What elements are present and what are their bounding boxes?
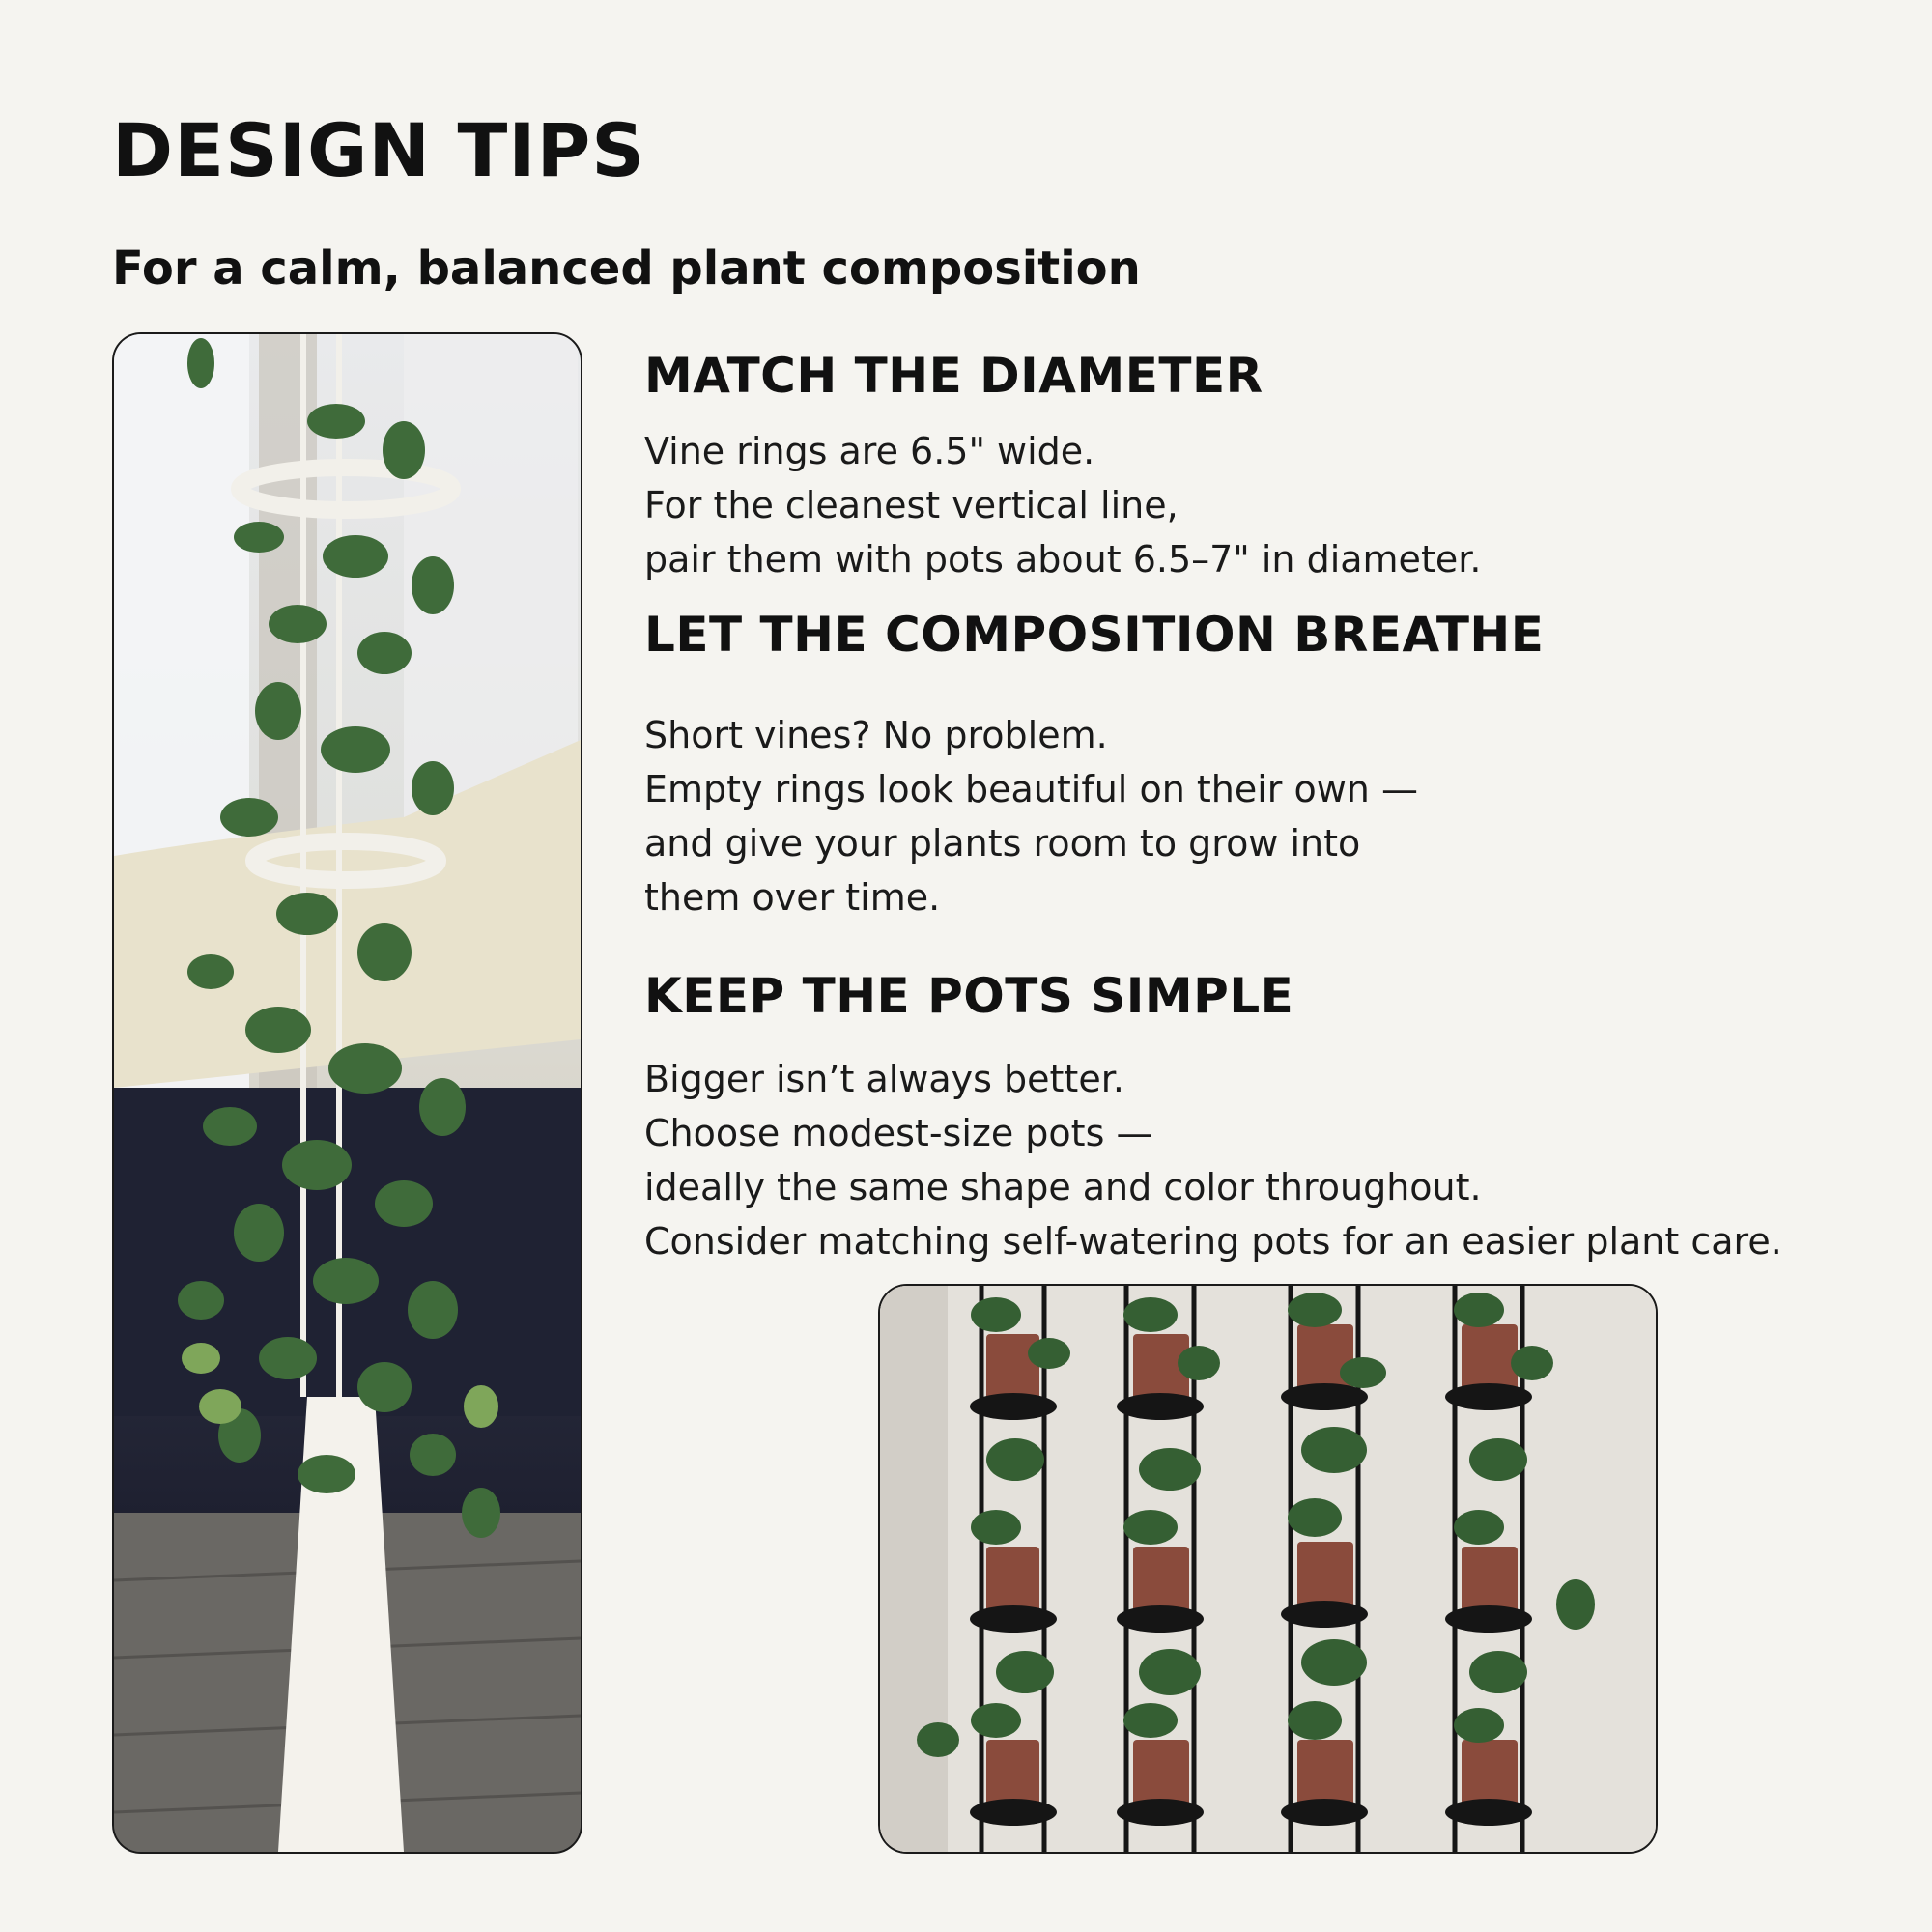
tip-line: Bigger isn’t always better. [644,1058,1124,1100]
tip-pots-simple [644,970,1890,1268]
tip-line: ideally the same shape and color throughout. [644,1166,1482,1208]
tip-line: Choose modest-size pots — [644,1112,1153,1154]
page-subtitle: For a calm, balanced plant composition [112,242,1141,296]
vine-hanger-photo [112,332,582,1854]
tip-text [644,708,1890,924]
tip-composition-breathe [644,609,1890,924]
tip-line: Vine rings are 6.5" wide. [644,430,1095,472]
tip-match-diameter [644,350,1890,586]
tip-line: pair them with pots about 6.5–7" in diameter. [644,538,1482,581]
vine-wall-illustration [880,1286,1656,1852]
tip-line: Consider matching self-watering pots for an easier plant care. [644,1220,1782,1263]
tip-text [644,1052,1890,1268]
tip-heading: LET THE COMPOSITION BREATHE [644,607,1545,663]
tip-heading: MATCH THE DIAMETER [644,348,1264,404]
vine-hanger-illustration [114,334,581,1852]
tip-text [644,424,1890,586]
tip-heading: KEEP THE POTS SIMPLE [644,968,1294,1024]
tip-line: and give your plants room to grow into [644,822,1361,865]
tip-line: For the cleanest vertical line, [644,484,1179,526]
tip-line: Short vines? No problem. [644,714,1108,756]
tip-line: them over time. [644,876,941,919]
tip-line: Empty rings look beautiful on their own — [644,768,1418,810]
vine-wall-photo [878,1284,1658,1854]
page-title: DESIGN TIPS [112,107,646,193]
